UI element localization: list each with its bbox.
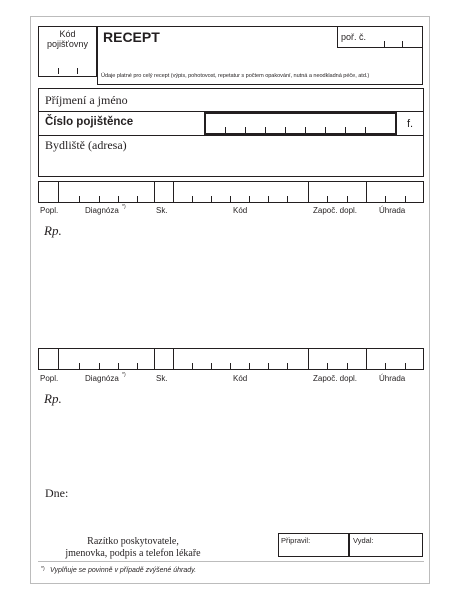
insurance-number-field[interactable] [204, 112, 397, 135]
col-kod-1: Kód [233, 206, 248, 215]
col-sk-1: Sk. [156, 206, 168, 215]
vydal-label: Vydal: [353, 536, 374, 545]
stamp-line-2: jmenovka, podpis a telefon lékaře [65, 548, 201, 559]
col-kod-2: Kód [233, 374, 248, 383]
col-zapoc-1: Započ. dopl. [313, 206, 358, 215]
f-label: f. [407, 118, 414, 130]
date-label: Dne: [45, 486, 69, 500]
insurance-number-label: Číslo pojištěnce [45, 116, 134, 128]
footnote-text: Vyplňuje se povinně v případě zvýšené úhrady. [50, 567, 197, 574]
name-label: Příjmení a jméno [45, 93, 128, 107]
rp-label-2: Rp. [44, 391, 62, 406]
col-diagnoza-mark-2: *) [122, 372, 126, 378]
insurer-code-label: Kód pojišťovny [47, 29, 88, 49]
stamp-line-1: Razítko poskytovatele, [87, 536, 179, 547]
col-diagnoza-1: Diagnóza [85, 206, 119, 215]
col-uhrada-2: Úhrada [379, 374, 406, 383]
col-zapoc-2: Započ. dopl. [313, 374, 358, 383]
address-label: Bydliště (adresa) [45, 138, 127, 152]
col-sk-2: Sk. [156, 374, 168, 383]
col-popl-2: Popl. [40, 374, 59, 383]
footnote-mark: *) [41, 566, 45, 572]
recept-title: RECEPT [103, 29, 160, 45]
rp-label-1: Rp. [44, 223, 62, 238]
col-uhrada-1: Úhrada [379, 206, 406, 215]
col-popl-1: Popl. [40, 206, 59, 215]
header-note: Údaje platné pro celý recept (výpis, pohotovost, repetatur s počtem opakování, nutná a neodkladná péče, atd.) [101, 73, 370, 79]
col-diagnoza-mark-1: *) [122, 204, 126, 210]
col-diagnoza-2: Diagnóza [85, 374, 119, 383]
pripravil-label: Připravil: [281, 536, 311, 545]
order-number-label: poř. č. [341, 32, 367, 42]
